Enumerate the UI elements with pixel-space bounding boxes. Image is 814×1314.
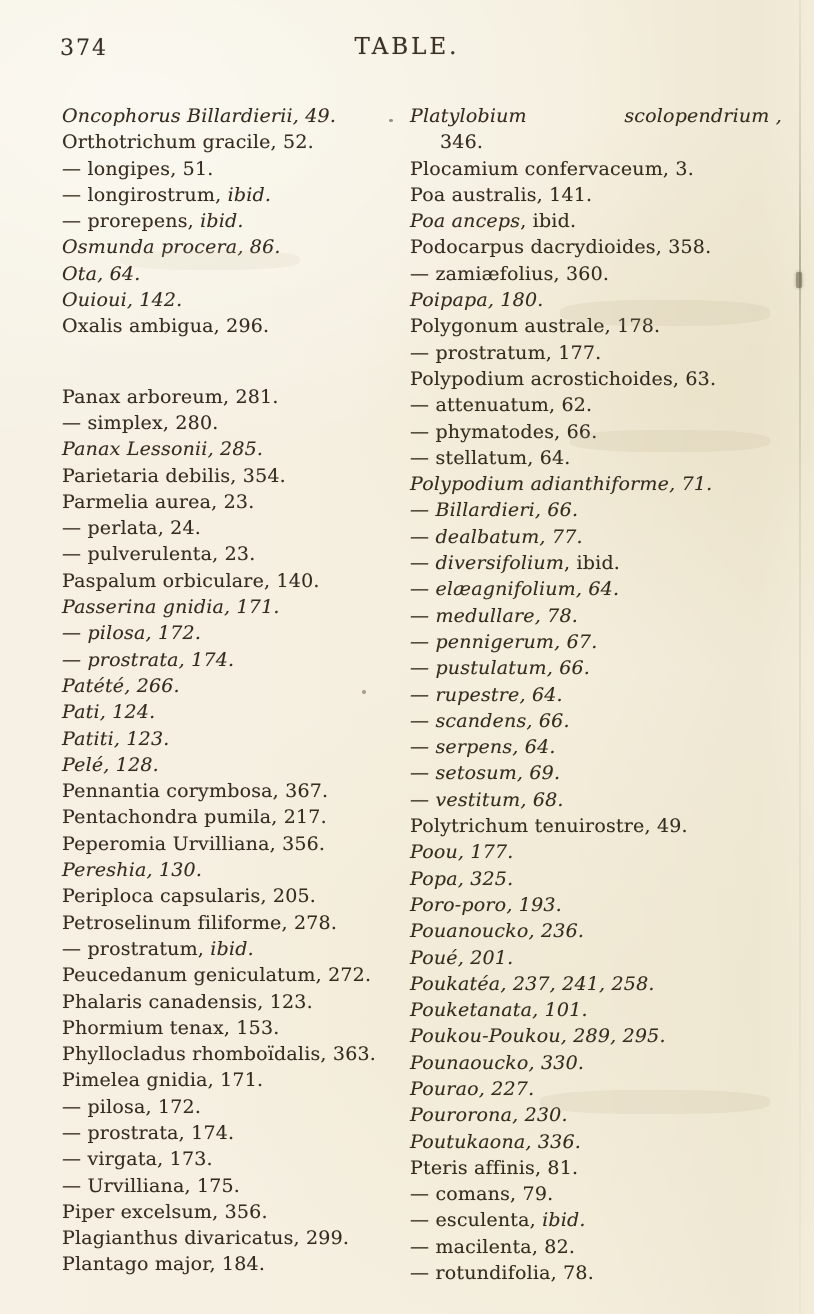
index-entry [62, 515, 407, 541]
entry-text: Podocarpus dacrydioides, 358. [410, 236, 712, 259]
index-entry [410, 471, 782, 497]
entry-text-italic: Poipapa, 180. [410, 289, 544, 312]
entry-text: Peucedanum geniculatum, 272. [62, 964, 372, 987]
index-entry [410, 1234, 782, 1260]
page-number: 374 [60, 36, 108, 61]
entry-text: 346. [440, 131, 484, 154]
index-entry [410, 1260, 782, 1286]
entry-text-italic: Ota, 64. [62, 262, 141, 285]
entry-text-italic: Pourorona, 230. [410, 1104, 568, 1127]
entry-text: Phyllocladus rhomboïdalis, 363. [62, 1043, 377, 1066]
entry-text: — prorepens, [62, 210, 201, 233]
paper-smudge [120, 250, 300, 270]
entry-text-italic: — pennigerum, 67. [410, 630, 598, 653]
entry-text-italic: Polypodium adianthiforme, 71. [410, 473, 713, 496]
index-entry [410, 366, 782, 392]
index-entry [410, 261, 782, 287]
index-entry [62, 857, 407, 883]
index-entry [410, 129, 782, 155]
index-entry [62, 1120, 407, 1146]
index-entry [62, 568, 407, 594]
entry-text-italic: Osmunda procera, 86. [62, 236, 281, 259]
entry-text-italic: — dealbatum, 77. [410, 525, 583, 548]
index-entry [62, 129, 407, 155]
entry-text-italic: Panax Lessonii, 285. [62, 438, 264, 461]
index-entry [62, 103, 407, 129]
index-entry [62, 620, 407, 646]
entry-text: Oxalis ambigua, 296. [62, 315, 270, 338]
entry-text-italic: — pustulatum, 66. [410, 657, 591, 680]
index-entry [62, 182, 407, 208]
index-entry [62, 989, 407, 1015]
entry-text-italic: Patiti, 123. [62, 727, 170, 750]
index-entry [410, 550, 782, 576]
entry-text-italic: — serpens, 64. [410, 736, 556, 759]
index-entry [62, 804, 407, 830]
entry-text-italic: — setosum, 69. [410, 762, 561, 785]
entry-text: Poa australis, 141. [410, 183, 593, 206]
entry-text-italic: Pounaoucko, 330. [410, 1051, 585, 1074]
entry-text: Paspalum orbiculare, 140. [62, 569, 320, 592]
entry-text: Pimelea gnidia, 171. [62, 1069, 264, 1092]
index-entry [410, 1050, 782, 1076]
index-entry [410, 997, 782, 1023]
entry-text-italic: Poou, 177. [410, 841, 514, 864]
entry-text-italic: — prostrata, 174. [62, 648, 235, 671]
index-entry [410, 682, 782, 708]
entry-text: — perlata, 24. [62, 517, 201, 540]
entry-text: — pilosa, 172. [62, 1095, 202, 1118]
page-edge-shadow [799, 0, 801, 1314]
entry-text: Plocamium confervaceum, 3. [410, 157, 694, 180]
entry-text: Polytrichum tenuirostre, 49. [410, 815, 688, 838]
entry-text-italic: Poukatéa, 237, 241, 258. [410, 972, 655, 995]
entry-text: — simplex, 280. [62, 411, 219, 434]
entry-text: — prostrata, 174. [62, 1121, 235, 1144]
entry-text: — longipes, 51. [62, 157, 214, 180]
entry-text-italic: Pati, 124. [62, 701, 156, 724]
paper-smudge [540, 1090, 770, 1114]
index-entry [410, 734, 782, 760]
index-entry [410, 208, 782, 234]
entry-text-italic: Ouioui, 142. [62, 289, 183, 312]
index-entry [410, 1155, 782, 1181]
index-entry [410, 760, 782, 786]
entry-text-italic: scolopendrium , [624, 105, 782, 127]
index-entry [62, 726, 407, 752]
index-entry [62, 673, 407, 699]
entry-text: Polygonum australe, 178. [410, 315, 661, 338]
entry-text: — prostratum, [62, 937, 211, 960]
entry-text: Plagianthus divaricatus, 299. [62, 1227, 350, 1250]
index-entry [62, 883, 407, 909]
entry-text-italic: — medullare, 78. [410, 604, 579, 627]
entry-text: — virgata, 173. [62, 1148, 213, 1171]
index-entry [62, 1173, 407, 1199]
entry-text: Piper excelsum, 356. [62, 1200, 268, 1223]
entry-text-italic: — Billardieri, 66. [410, 499, 579, 522]
paper-smudge [560, 300, 770, 326]
entry-text-italic: Poutukaona, 336. [410, 1130, 581, 1153]
index-entry [62, 1146, 407, 1172]
index-entry [62, 541, 407, 567]
entry-text-italic: — scandens, 66. [410, 709, 570, 732]
page-edge-mark [796, 272, 802, 288]
index-entry [410, 892, 782, 918]
index-entry [410, 234, 782, 260]
index-entry [410, 182, 782, 208]
entry-text: Parietaria debilis, 354. [62, 464, 286, 487]
index-entry [410, 629, 782, 655]
entry-text: Pennantia corymbosa, 367. [62, 780, 329, 803]
entry-text-italic: Pereshia, 130. [62, 859, 203, 882]
index-entry [62, 1251, 407, 1277]
entry-text: , ibid. [520, 210, 577, 233]
entry-text: — macilenta, 82. [410, 1235, 576, 1258]
entry-text: Plantago major, 184. [62, 1253, 266, 1276]
index-entry [410, 787, 782, 813]
entry-text-italic: — pilosa, 172. [62, 622, 202, 645]
index-entry [62, 1199, 407, 1225]
entry-text: — longirostrum, [62, 183, 228, 206]
entry-text: — comans, 79. [410, 1183, 554, 1206]
entry-text-italic: Poro-poro, 193. [410, 893, 562, 916]
entry-text-italic: ibid. [542, 1209, 586, 1232]
entry-text: Phormium tenax, 153. [62, 1016, 280, 1039]
index-entry [410, 392, 782, 418]
index-entry [62, 156, 407, 182]
page-header-title: TABLE. [354, 34, 460, 60]
index-entry [62, 489, 407, 515]
index-entry [62, 436, 407, 462]
index-entry [410, 524, 782, 550]
index-entry [410, 945, 782, 971]
index-entry [410, 156, 782, 182]
entry-text-italic: — rupestre, 64. [410, 683, 563, 706]
entry-text-italic: ibid. [227, 183, 272, 206]
entry-text-italic: Passerina gnidia, 171. [62, 596, 280, 619]
entry-text: — rotundifolia, 78. [410, 1262, 594, 1285]
index-entry [62, 831, 407, 857]
index-entry [62, 752, 407, 778]
index-entry [62, 1041, 407, 1067]
entry-text: Pentachondra pumila, 217. [62, 806, 327, 829]
entry-text-italic: — vestitum, 68. [410, 788, 564, 811]
index-entry [62, 463, 407, 489]
index-entry [410, 918, 782, 944]
index-entry [410, 103, 782, 129]
index-entry [410, 813, 782, 839]
index-entry [62, 778, 407, 804]
index-entry [410, 1207, 782, 1233]
entry-text-italic: Poa anceps [410, 210, 521, 233]
index-entry [410, 839, 782, 865]
index-entry [62, 962, 407, 988]
entry-text-italic: Popa, 325. [410, 867, 514, 890]
entry-text: Polypodium acrostichoides, 63. [410, 367, 717, 390]
index-entry [62, 699, 407, 725]
entry-text: , ibid. [564, 552, 621, 575]
index-entry [410, 1023, 782, 1049]
entry-text-italic: Oncophorus Billardierii, 49. [62, 105, 337, 127]
index-entry [62, 313, 407, 339]
entry-text: Periploca capsularis, 205. [62, 885, 317, 908]
entry-text: Peperomia Urvilliana, 356. [62, 832, 326, 855]
entry-text: — prostratum, 177. [410, 341, 602, 364]
entry-text: — stellatum, 64. [410, 446, 571, 469]
entry-text-italic: — elæagnifolium, 64. [410, 578, 620, 601]
entry-text-italic: ibid. [200, 210, 244, 233]
index-entry [410, 866, 782, 892]
index-entry [410, 655, 782, 681]
entry-text: — Urvilliana, 175. [62, 1174, 241, 1197]
entry-text: — zamiæfolius, 360. [410, 262, 610, 285]
index-entry [410, 603, 782, 629]
index-entry [410, 497, 782, 523]
entry-text: Panax arboreum, 281. [62, 385, 279, 408]
entry-text: Parmelia aurea, 23. [62, 490, 255, 513]
entry-text-italic: ibid. [210, 937, 254, 960]
entry-text: Phalaris canadensis, 123. [62, 990, 313, 1013]
entry-text-italic: Pourao, 227. [410, 1077, 535, 1100]
entry-text-italic: Poué, 201. [410, 946, 514, 969]
entry-text-italic: Platylobium [410, 105, 527, 127]
index-entry [62, 1067, 407, 1093]
ink-speck [389, 119, 393, 122]
entry-text-italic: Pouanoucko, 236. [410, 920, 585, 943]
index-entry [62, 1225, 407, 1251]
entry-text: — phymatodes, 66. [410, 420, 598, 443]
entry-text: — pulverulenta, 23. [62, 543, 256, 566]
index-entry [62, 594, 407, 620]
index-entry [410, 708, 782, 734]
index-entry [410, 971, 782, 997]
index-column-left [62, 103, 407, 1278]
entry-text-italic: — diversifolium [410, 552, 565, 575]
index-entry [62, 1015, 407, 1041]
index-entry [62, 936, 407, 962]
ink-speck [362, 690, 366, 694]
entry-text-italic: Patété, 266. [62, 674, 180, 697]
index-entry [62, 208, 407, 234]
entry-text: Orthotrichum gracile, 52. [62, 131, 314, 154]
index-entry [62, 287, 407, 313]
entry-text-italic: Pouketanata, 101. [410, 999, 588, 1022]
paper-smudge [570, 430, 770, 452]
entry-text: Pteris affinis, 81. [410, 1156, 579, 1179]
entry-text: — esculenta, [410, 1209, 543, 1232]
entry-text-italic: Pelé, 128. [62, 753, 159, 776]
index-entry [410, 340, 782, 366]
entry-text-italic: Poukou-Poukou, 289, 295. [410, 1025, 666, 1048]
index-entry [62, 647, 407, 673]
entry-text: Petroselinum filiforme, 278. [62, 911, 338, 934]
index-entry [410, 576, 782, 602]
index-entry [62, 384, 407, 410]
index-entry [62, 910, 407, 936]
index-entry [62, 1094, 407, 1120]
entry-text: — attenuatum, 62. [410, 394, 593, 417]
index-entry [410, 1129, 782, 1155]
index-entry [410, 1181, 782, 1207]
index-entry [62, 410, 407, 436]
